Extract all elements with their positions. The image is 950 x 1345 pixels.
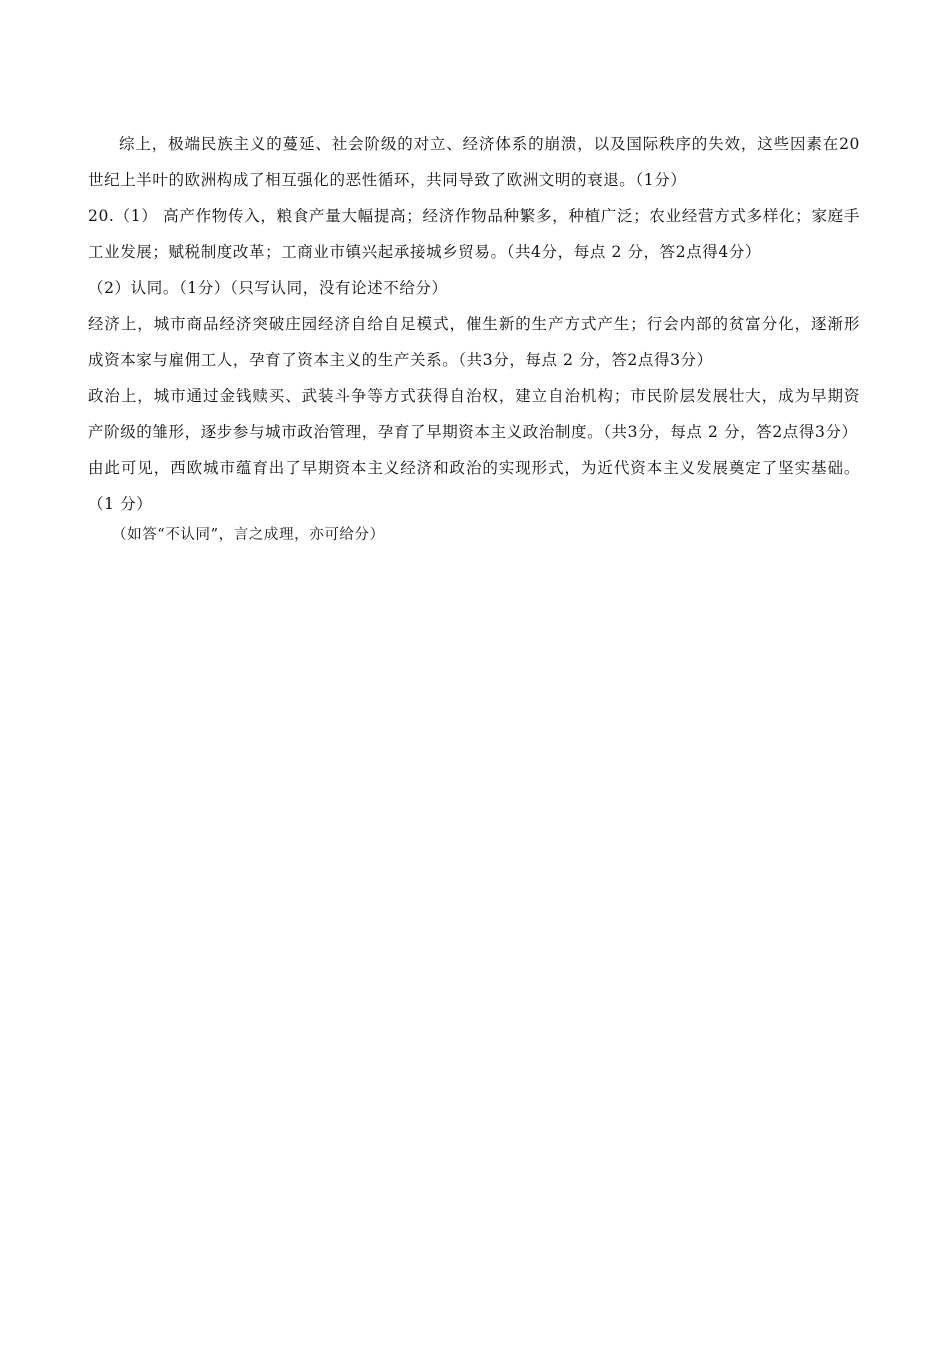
conclusion-paragraph: 由此可见，西欧城市蕴育出了早期资本主义经济和政治的实现形式，为近代资本主义发展奠定了坚实基础。（1 分） (88, 459, 860, 513)
grading-note: （如答“不认同”，言之成理，亦可给分） (112, 527, 385, 543)
question-20-part-1: 20.（1） 高产作物传入，粮食产量大幅提高；经济作物品种繁多，种植广泛；农业经营方式多样化；家庭手工业发展；赋税制度改革；工商业市镇兴起承接城乡贸易。（共4分，每点 2 分，答2点得4分） (88, 207, 860, 261)
question-20-part-2: （2）认同。（1分）（只写认同，没有论述不给分） (88, 279, 448, 297)
answer-document (88, 126, 860, 548)
economic-paragraph: 经济上，城市商品经济突破庄园经济自给自足模式，催生新的生产方式产生；行会内部的贫富分化，逐渐形成资本家与雇佣工人，孕育了资本主义的生产关系。（共3分，每点 2 分，答2点得3分） (88, 315, 860, 369)
summary-paragraph: 综上，极端民族主义的蔓延、社会阶级的对立、经济体系的崩溃，以及国际秩序的失效，这些因素在20世纪上半叶的欧洲构成了相互强化的恶性循环，共同导致了欧洲文明的衰退。（1分） (88, 135, 860, 189)
political-paragraph: 政治上，城市通过金钱赎买、武装斗争等方式获得自治权，建立自治机构；市民阶层发展壮大，成为早期资产阶级的雏形，逐步参与城市政治管理，孕育了早期资本主义政治制度。（共3分，每点 2 分，答2点得3分） (88, 387, 860, 441)
